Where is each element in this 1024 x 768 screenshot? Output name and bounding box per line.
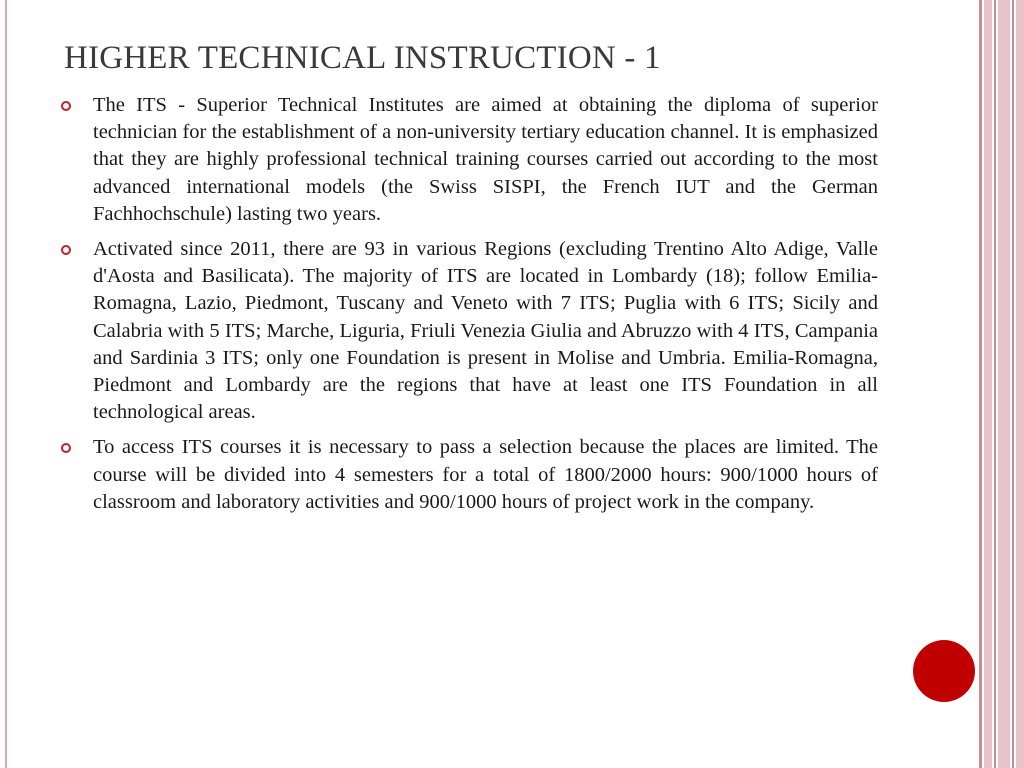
hollow-circle-icon xyxy=(61,245,71,255)
bullet-list xyxy=(60,92,878,524)
slide-title: HIGHER TECHNICAL INSTRUCTION - 1 xyxy=(64,40,661,76)
left-border-line xyxy=(5,0,7,768)
hollow-circle-icon xyxy=(61,101,71,111)
right-stripe-6 xyxy=(1016,0,1024,768)
bullet-item xyxy=(60,434,878,516)
bullet-item xyxy=(60,236,878,426)
right-stripe-5 xyxy=(1012,0,1014,768)
bullet-text: Activated since 2011, there are 93 in various Regions (excluding Trentino Alto Adige, Valle d'Aosta and Basilicata). The majority of ITS are located in Lombardy (18); follow Emilia-Romagna, Lazio, Piedmont, Tuscany and Veneto with 7 ITS; Puglia with 6 ITS; Sicily and Calabria with 5 ITS; Marche, Liguria, Friuli Venezia Giulia and Abruzzo with 4 ITS, Campania and Sardinia 3 ITS; only one Foundation is present in Molise and Umbria. Emilia-Romagna, Piedmont and Lombardy are the regions that have at least one ITS Foundation in all technological areas. xyxy=(93,238,878,424)
bullet-text: The ITS - Superior Technical Institutes are aimed at obtaining the diploma of superior technician for the establishment of a non-university tertiary education channel. It is emphasized that they are highly professional technical training courses carried out according to the most advanced international models (the Swiss SISPI, the French IUT and the German Fachhochschule) lasting two years. xyxy=(93,94,878,225)
bullet-text: To access ITS courses it is necessary to pass a selection because the places are limited. The course will be divided into 4 semesters for a total of 1800/2000 hours: 900/1000 hours of classroom and laboratory activities and 900/1000 hours of project work in the company. xyxy=(93,436,878,513)
right-stripe-4 xyxy=(998,0,1010,768)
right-stripe-3 xyxy=(994,0,996,768)
right-stripe-2 xyxy=(984,0,992,768)
hollow-circle-icon xyxy=(61,443,71,453)
red-circle-icon xyxy=(913,640,975,702)
bullet-item xyxy=(60,92,878,228)
right-stripe-1 xyxy=(979,0,982,768)
